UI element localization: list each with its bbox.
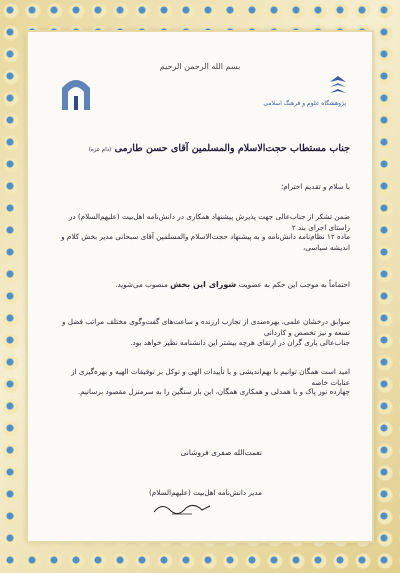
organization-logo — [263, 74, 348, 114]
recipient-suffix: (دام عزه) — [88, 147, 112, 153]
certificate-paper — [28, 32, 372, 541]
signatory-position: مدیر دانش‌نامه اهل‌بیت (علیهم‌السلام) — [148, 488, 262, 497]
council-name: شورای این بخش — [170, 280, 237, 289]
recipient-name: جناب مستطاب حجت‌الاسلام والمسلمین آقای حسن طارمی — [114, 143, 350, 154]
handwritten-signature — [152, 498, 212, 518]
appointment-end: منصوب می‌شوید. — [115, 280, 168, 289]
appointment-text: احتماماً به موجب این حکم به عضویت — [238, 280, 350, 289]
appointment-line — [50, 279, 350, 291]
recipient-title — [50, 142, 350, 156]
institute-emblem-icon — [54, 70, 98, 114]
paragraph-line: امید است همگان توانیم با بهم‌اندیشی و با تأییدات الهی و توکل بر توفیقات الهیه و بهره‌گیری از عنایات خاصه — [71, 367, 350, 387]
paragraph-line: ضمن تشکر از جناب‌عالی جهت پذیرش پیشنهاد همکاری در دانش‌نامه اهل‌بیت (علیهم‌السلام) در راستای اجرای بند ۲ — [68, 212, 350, 232]
organization-name: پژوهشگاه علوم و فرهنگ اسلامی — [263, 100, 346, 107]
greeting: با سلام و تقدیم احترام؛ — [280, 182, 350, 191]
book-logo-icon — [328, 74, 348, 98]
signatory-name: نعمت‌الله صفری فروشانی — [180, 448, 262, 457]
paragraph-line: چهارده نور پاک و با همدلی و همکاری همگان، این بار سنگین را به سرمنزل مقصود برسانیم. — [77, 387, 350, 396]
paragraph-line: ماده ۱۲ نظام‌نامه دانش‌نامه و به پیشنهاد حجت‌الاسلام والمسلمین آقای سبحانی مدیر بخش کلام و اندیشه سیاسی، — [61, 232, 350, 252]
paragraph-line: جناب‌عالی یاری گران در ارتقای هرچه بیشتر این دانشنامه نظیر خواهد بود. — [130, 338, 350, 347]
bismillah-heading: بسم الله الرحمن الرحیم — [159, 62, 241, 71]
paragraph-line: سوابق درخشان علمی، بهره‌مندی از تجارب ارزنده و ساعت‌های گفت‌وگوی مختلف مراتب فضل و تسعه و نیز تخصص و کاردانی — [62, 317, 350, 337]
